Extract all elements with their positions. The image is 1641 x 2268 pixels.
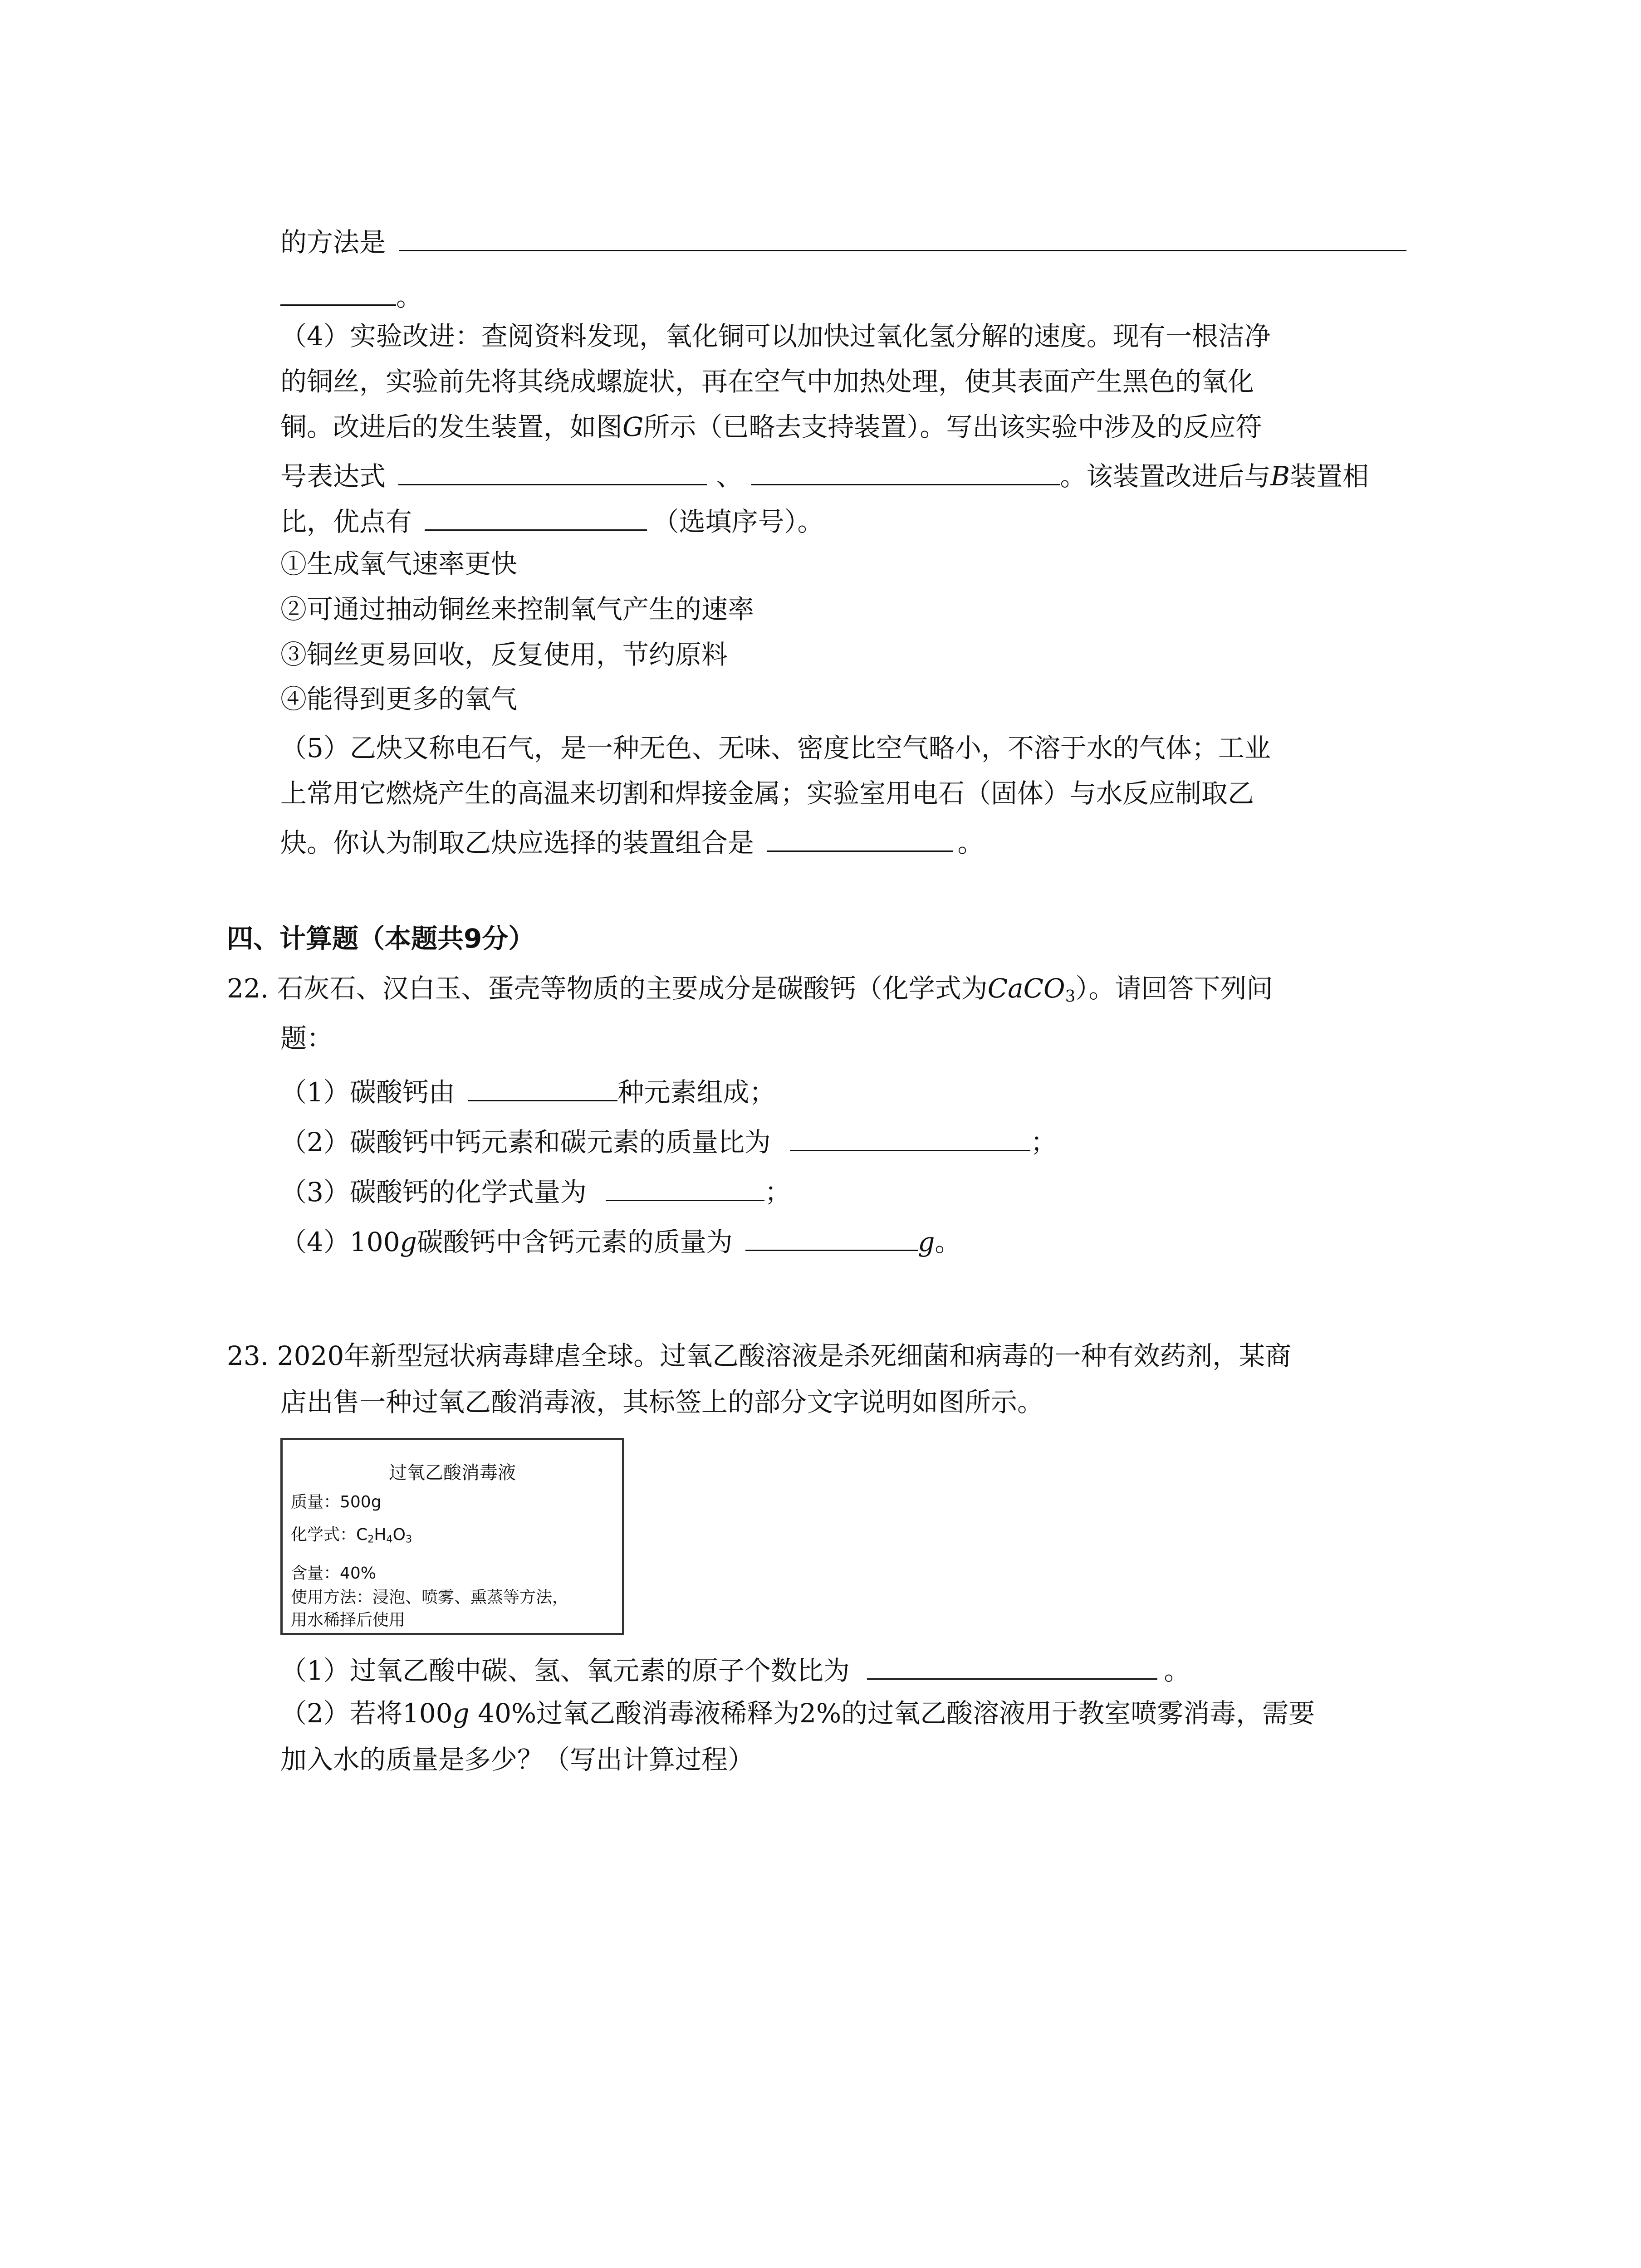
q21-p4-line1: （4）实验改进：查阅资料发现，氧化铜可以加快过氧化氢分解的速度。现有一根洁净 bbox=[280, 321, 1271, 352]
q22-part1: （1）碳酸钙由 种元素组成； bbox=[280, 1075, 775, 1105]
q21-method-line2: 。 bbox=[280, 279, 422, 310]
q23-part1: （1）过氧乙酸中碳、氢、氧元素的原子个数比为 。 bbox=[280, 1653, 1190, 1684]
answer-blank[interactable] bbox=[425, 504, 647, 531]
q22-part4: （4）100g碳酸钙中含钙元素的质量为 g。 bbox=[280, 1225, 961, 1255]
q21-p5-line3: 炔。你认为制取乙炔应选择的装置组合是 。 bbox=[280, 826, 984, 856]
label-usage-line1: 使用方法：浸泡、喷雾、熏蒸等方法， bbox=[291, 1588, 569, 1607]
q23-line2: 店出售一种过氧乙酸消毒液，其标签上的部分文字说明如图所示。 bbox=[280, 1387, 1044, 1418]
option-1: ①生成氧气速率更快 bbox=[280, 548, 518, 579]
answer-blank[interactable] bbox=[468, 1075, 617, 1101]
q23-part2: （2）若将100g 40%过氧乙酸消毒液稀释为2%的过氧乙酸溶液用于教室喷雾消毒，需要 bbox=[280, 1698, 1315, 1729]
q22-part3: （3）碳酸钙的化学式量为 ； bbox=[280, 1175, 791, 1205]
answer-blank[interactable] bbox=[399, 225, 1406, 251]
label-usage-line2: 用水稀择后使用 bbox=[291, 1611, 406, 1629]
label-content: 含量：40% bbox=[291, 1564, 377, 1583]
q23-line1: 23. 2020年新型冠状病毒肆虐全球。过氧乙酸溶液是杀死细菌和病毒的一种有效药剂，某商 bbox=[227, 1340, 1292, 1371]
product-label-image bbox=[280, 1438, 624, 1635]
q21-p4-line5: 比，优点有 （选填序号）。 bbox=[280, 504, 823, 535]
q22-line1: 22. 石灰石、汉白玉、蛋壳等物质的主要成分是碳酸钙（化学式为CaCO$_3$）。请回答下列问 bbox=[227, 973, 1273, 1006]
answer-blank[interactable] bbox=[867, 1653, 1157, 1680]
q21-p4-line3: 铜。改进后的发生装置，如图G所示（已略去支持装置）。写出该实验中涉及的反应符 bbox=[280, 411, 1262, 442]
answer-blank[interactable] bbox=[280, 279, 396, 306]
option-4: ④能得到更多的氧气 bbox=[280, 684, 518, 714]
answer-blank[interactable] bbox=[767, 826, 953, 852]
q21-p4-line4: 号表达式 、 。该装置改进后与B装置相 bbox=[280, 459, 1369, 489]
answer-blank[interactable] bbox=[790, 1125, 1030, 1151]
section-heading: 四、计算题（本题共9分） bbox=[227, 923, 535, 954]
label-title: 过氧乙酸消毒液 bbox=[389, 1462, 516, 1483]
answer-blank[interactable] bbox=[745, 1225, 918, 1251]
answer-blank[interactable] bbox=[751, 459, 1060, 485]
q23-part2-line2: 加入水的质量是多少？（写出计算过程） bbox=[280, 1744, 754, 1775]
answer-blank[interactable] bbox=[398, 459, 707, 485]
q22-line2: 题： bbox=[280, 1023, 333, 1054]
q21-p5-line2: 上常用它燃烧产生的高温来切割和焊接金属；实验室用电石（固体）与水反应制取乙 bbox=[280, 778, 1254, 809]
option-2: ②可通过抽动铜丝来控制氧气产生的速率 bbox=[280, 594, 754, 625]
q22-part2: （2）碳酸钙中钙元素和碳元素的质量比为 ； bbox=[280, 1125, 1057, 1155]
answer-blank[interactable] bbox=[606, 1175, 764, 1201]
q21-p4-line2: 的铜丝，实验前先将其绕成螺旋状，再在空气中加热处理，使其表面产生黑色的氧化 bbox=[280, 366, 1254, 397]
label-mass: 质量：500g bbox=[291, 1493, 382, 1511]
option-3: ③铜丝更易回收，反复使用，节约原料 bbox=[280, 639, 728, 670]
q21-method-line: 的方法是 bbox=[280, 225, 1406, 255]
q21-p5-line1: （5）乙炔又称电石气，是一种无色、无味、密度比空气略小，不溶于水的气体；工业 bbox=[280, 733, 1271, 763]
label-formula: 化学式：$C_2H_4O_3$ bbox=[291, 1525, 412, 1545]
